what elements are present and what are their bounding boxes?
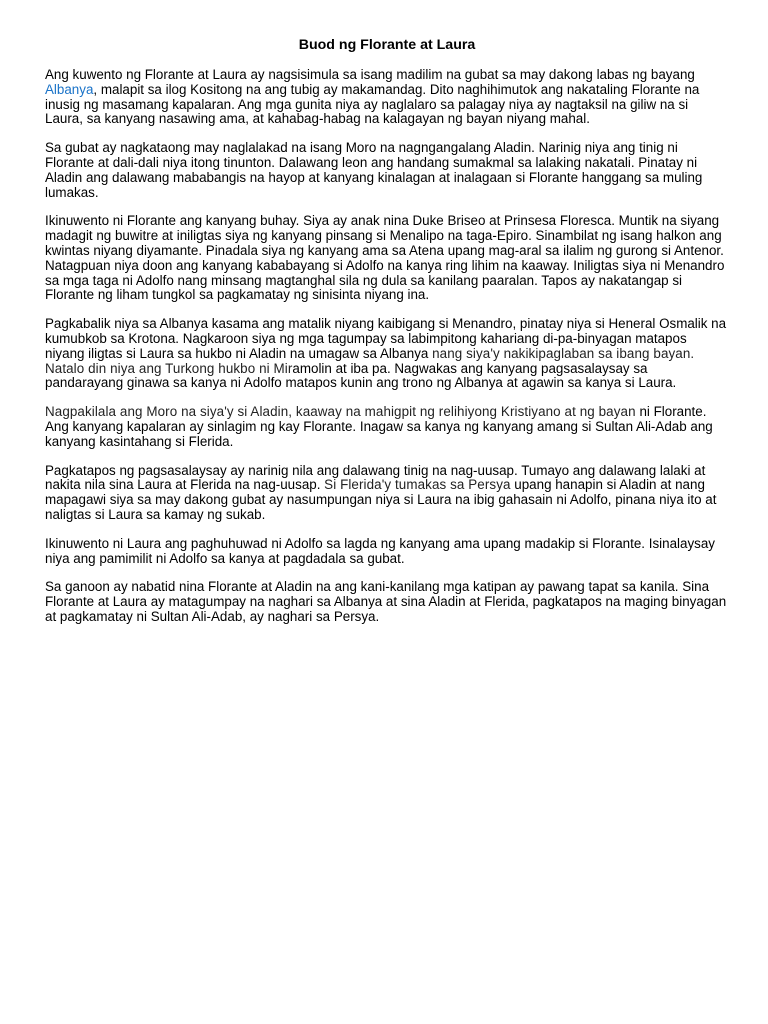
paragraph-5 (45, 405, 729, 449)
paragraph-5-text-a: Nagpakilala ang Moro na siya'y si Aladin, kaaway na mahigpit ng relihiyong Kristiyano at ng bayan (45, 404, 640, 420)
paragraph-7: Ikinuwento ni Laura ang paghuhuwad ni Adolfo sa lagda ng kanyang ama upang madakip si Florante. Isinalaysay niya ang pamimilit ni Adolfo sa kanya at pagdadala sa gubat. (45, 535, 715, 566)
paragraph-3: Ikinuwento ni Florante ang kanyang buhay. Siya ay anak nina Duke Briseo at Prinsesa Floresca. Muntik na siyang madagit ng buwitre at iniligtas siya ng kanyang pinsang si Menalipo na taga-Epiro. Sinambilat ng isang halkon ang kwintas niyang diyamante. Pinadala siya ng kanyang ama sa Atena upang mag-aral sa ilalim ng gurong si Antenor. Natagpuan niya doon ang kanyang kababayang si Adolfo na kanya ring lihim na kaaway. Iniligtas siya ni Menandro sa mga taga ni Adolfo nang minsang magtanghal sila ng dula sa kanilang paaralan. Tapos ay nakatangap si Florante ng liham tungkol sa pagkamatay ng sinisinta niyang ina. (45, 213, 725, 303)
paragraph-6-text-a: Pagkatapos ng pagsasalaysay ay narinig nila ang dalawang tinig na nag-uusap. Tumayo ang dalawang lalaki at nakita nila sina Laura at Flerida na nag-uusap. (45, 462, 706, 493)
paragraph-4-text-a: Pagkabalik niya sa Albanya kasama ang matalik niyang kaibigang si Menandro, pinatay niya si Heneral Osmalik na kumubkob sa Krotona. Nagkaroon siya ng mga tagumpay sa labimpitong kahariang di-pa-binyagan matapos niyang iligtas si Laura sa hukbo ni Aladin na umagaw sa Albanya (45, 316, 727, 361)
paragraph-5-text-b: ni Florante. Ang kanyang kapalaran ay sinlagim ng kay Florante. Inagaw sa kanya ng kanyang amang si Sultan Ali-Adab ang kanyang kasintahang si Flerida. (45, 404, 713, 449)
paragraph-6-text-b: Si Flerida'y tumakas sa Persya (324, 477, 511, 493)
paragraph-1 (45, 68, 729, 127)
paragraph-8: Sa ganoon ay nabatid nina Florante at Aladin na ang kani-kanilang mga katipan ay pawang tapat sa kanila. Sina Florante at Laura ay matagumpay na naghari sa Albanya at sina Aladin at Flerida, pagkatapos na maging binyagan at pagkamatay ni Sultan Ali-Adab, ay naghari sa Persya. (45, 579, 727, 624)
paragraph-4 (45, 317, 729, 391)
paragraph-4-text-c: amolin at iba pa. Nagwakas ang kanyang pagsasalaysay sa pandarayang ginawa sa kanya ni Adolfo matapos kunin ang trono ng Albanya at agawin sa kanya si Laura. (45, 360, 677, 391)
paragraph-1-text-a: Ang kuwento ng Florante at Laura ay nagsisimula sa isang madilim na gubat sa may dakong labas ng bayang (45, 67, 695, 82)
paragraph-1-text-b: , malapit sa ilog Kositong na ang tubig ay makamandag. Dito naghihimutok ang nakataling Florante na inusig ng masamang kapalaran. Ang mga gunita niya ay naglalaro sa palagay niya ay nagtaksil na giliw na si Laura, sa kanyang nasawing ama, at kahabag-habag na kalagayan ng bayan niyang mahal. (45, 81, 700, 127)
paragraph-6-text-c: upang hanapin si Aladin at nang mapagawi siya sa may dakong gubat ay nasumpungan niya si Laura na ibig gahasain ni Adolfo, pinana niya ito at naligtas si Laura sa kamay ng sukab. (45, 477, 717, 522)
document-page (45, 36, 729, 625)
paragraph-6 (45, 464, 729, 523)
paragraph-4-text-b: nang siya'y nakikipaglaban sa ibang bayan. Natalo din niya ang Turkong hukbo ni Mir (45, 345, 695, 376)
document-title: Buod ng Florante at Laura (298, 37, 476, 53)
paragraph-2: Sa gubat ay nagkataong may naglalakad na isang Moro na nagngangalang Aladin. Narinig niya ang tinig ni Florante at dali-dali niya itong tinunton. Dalawang leon ang handang sumakmal sa lalaking nakatali. Pinatay ni Aladin ang dalawang mababangis na hayop at kanyang kinalagan at inalagaan si Florante hanggang sa muling lumakas. (45, 140, 703, 200)
albanya-link[interactable]: Albanya (45, 81, 94, 97)
